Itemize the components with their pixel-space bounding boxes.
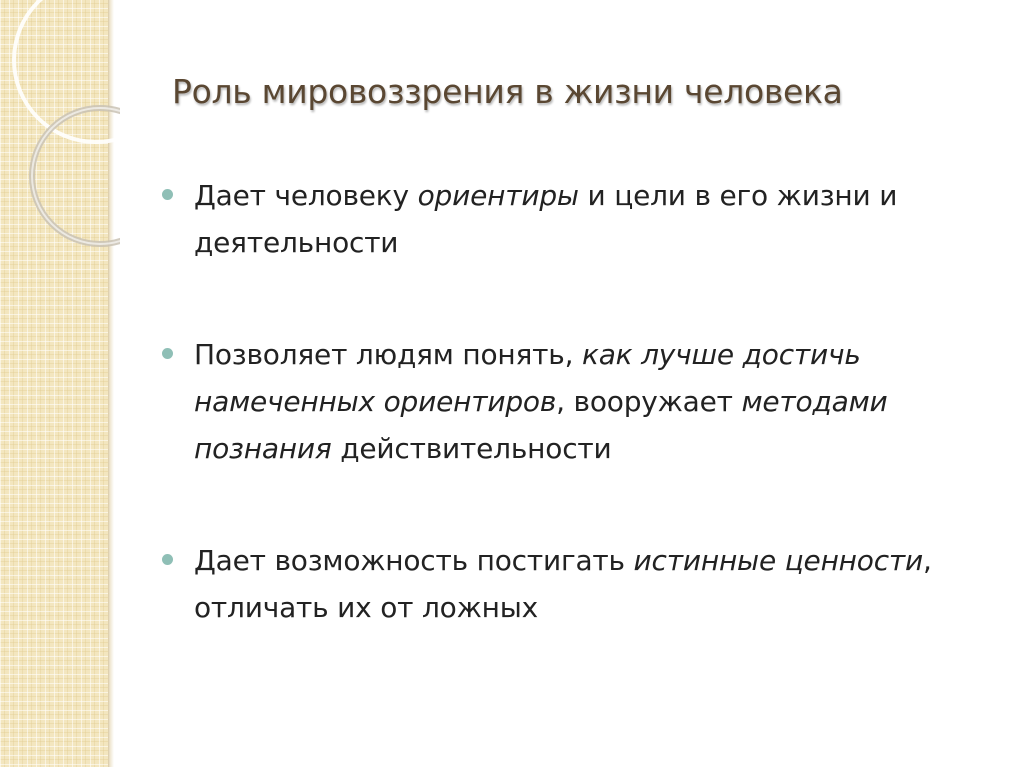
- bullet-segment: , вооружает: [556, 385, 742, 418]
- bullet-item: [160, 172, 990, 266]
- bullet-emphasis: ориентиры: [417, 179, 579, 212]
- bullet-list: [160, 172, 990, 631]
- bullet-text: [194, 179, 897, 259]
- bullet-text: [194, 544, 932, 624]
- bullet-segment: Дает человеку: [194, 179, 418, 212]
- small-ring-icon: [32, 108, 120, 244]
- bullet-emphasis: методами познания: [194, 385, 888, 465]
- bullet-item: [160, 331, 990, 472]
- bullet-dot-icon: [162, 189, 173, 200]
- bullet-segment: действительности: [331, 432, 612, 465]
- large-ring-icon: [14, 0, 120, 142]
- bullet-dot-icon: [162, 554, 173, 565]
- bullet-dot-icon: [162, 348, 173, 359]
- decorative-circles-icon: [0, 0, 120, 260]
- bullet-emphasis: истинные ценности: [633, 544, 924, 577]
- bullet-segment: и цели в его жизни и деятельности: [194, 179, 898, 259]
- bullet-text: [194, 338, 888, 465]
- bullet-segment: Дает возможность постигать: [194, 544, 634, 577]
- bullet-emphasis: как лучше достичь намеченных ориентиров: [194, 338, 861, 418]
- slide-title: Роль мировоззрения в жизни человека: [172, 72, 843, 111]
- bullet-segment: , отличать их от ложных: [194, 544, 932, 624]
- bullet-segment: Позволяет людям понять,: [194, 338, 582, 371]
- bullet-item: [160, 537, 990, 631]
